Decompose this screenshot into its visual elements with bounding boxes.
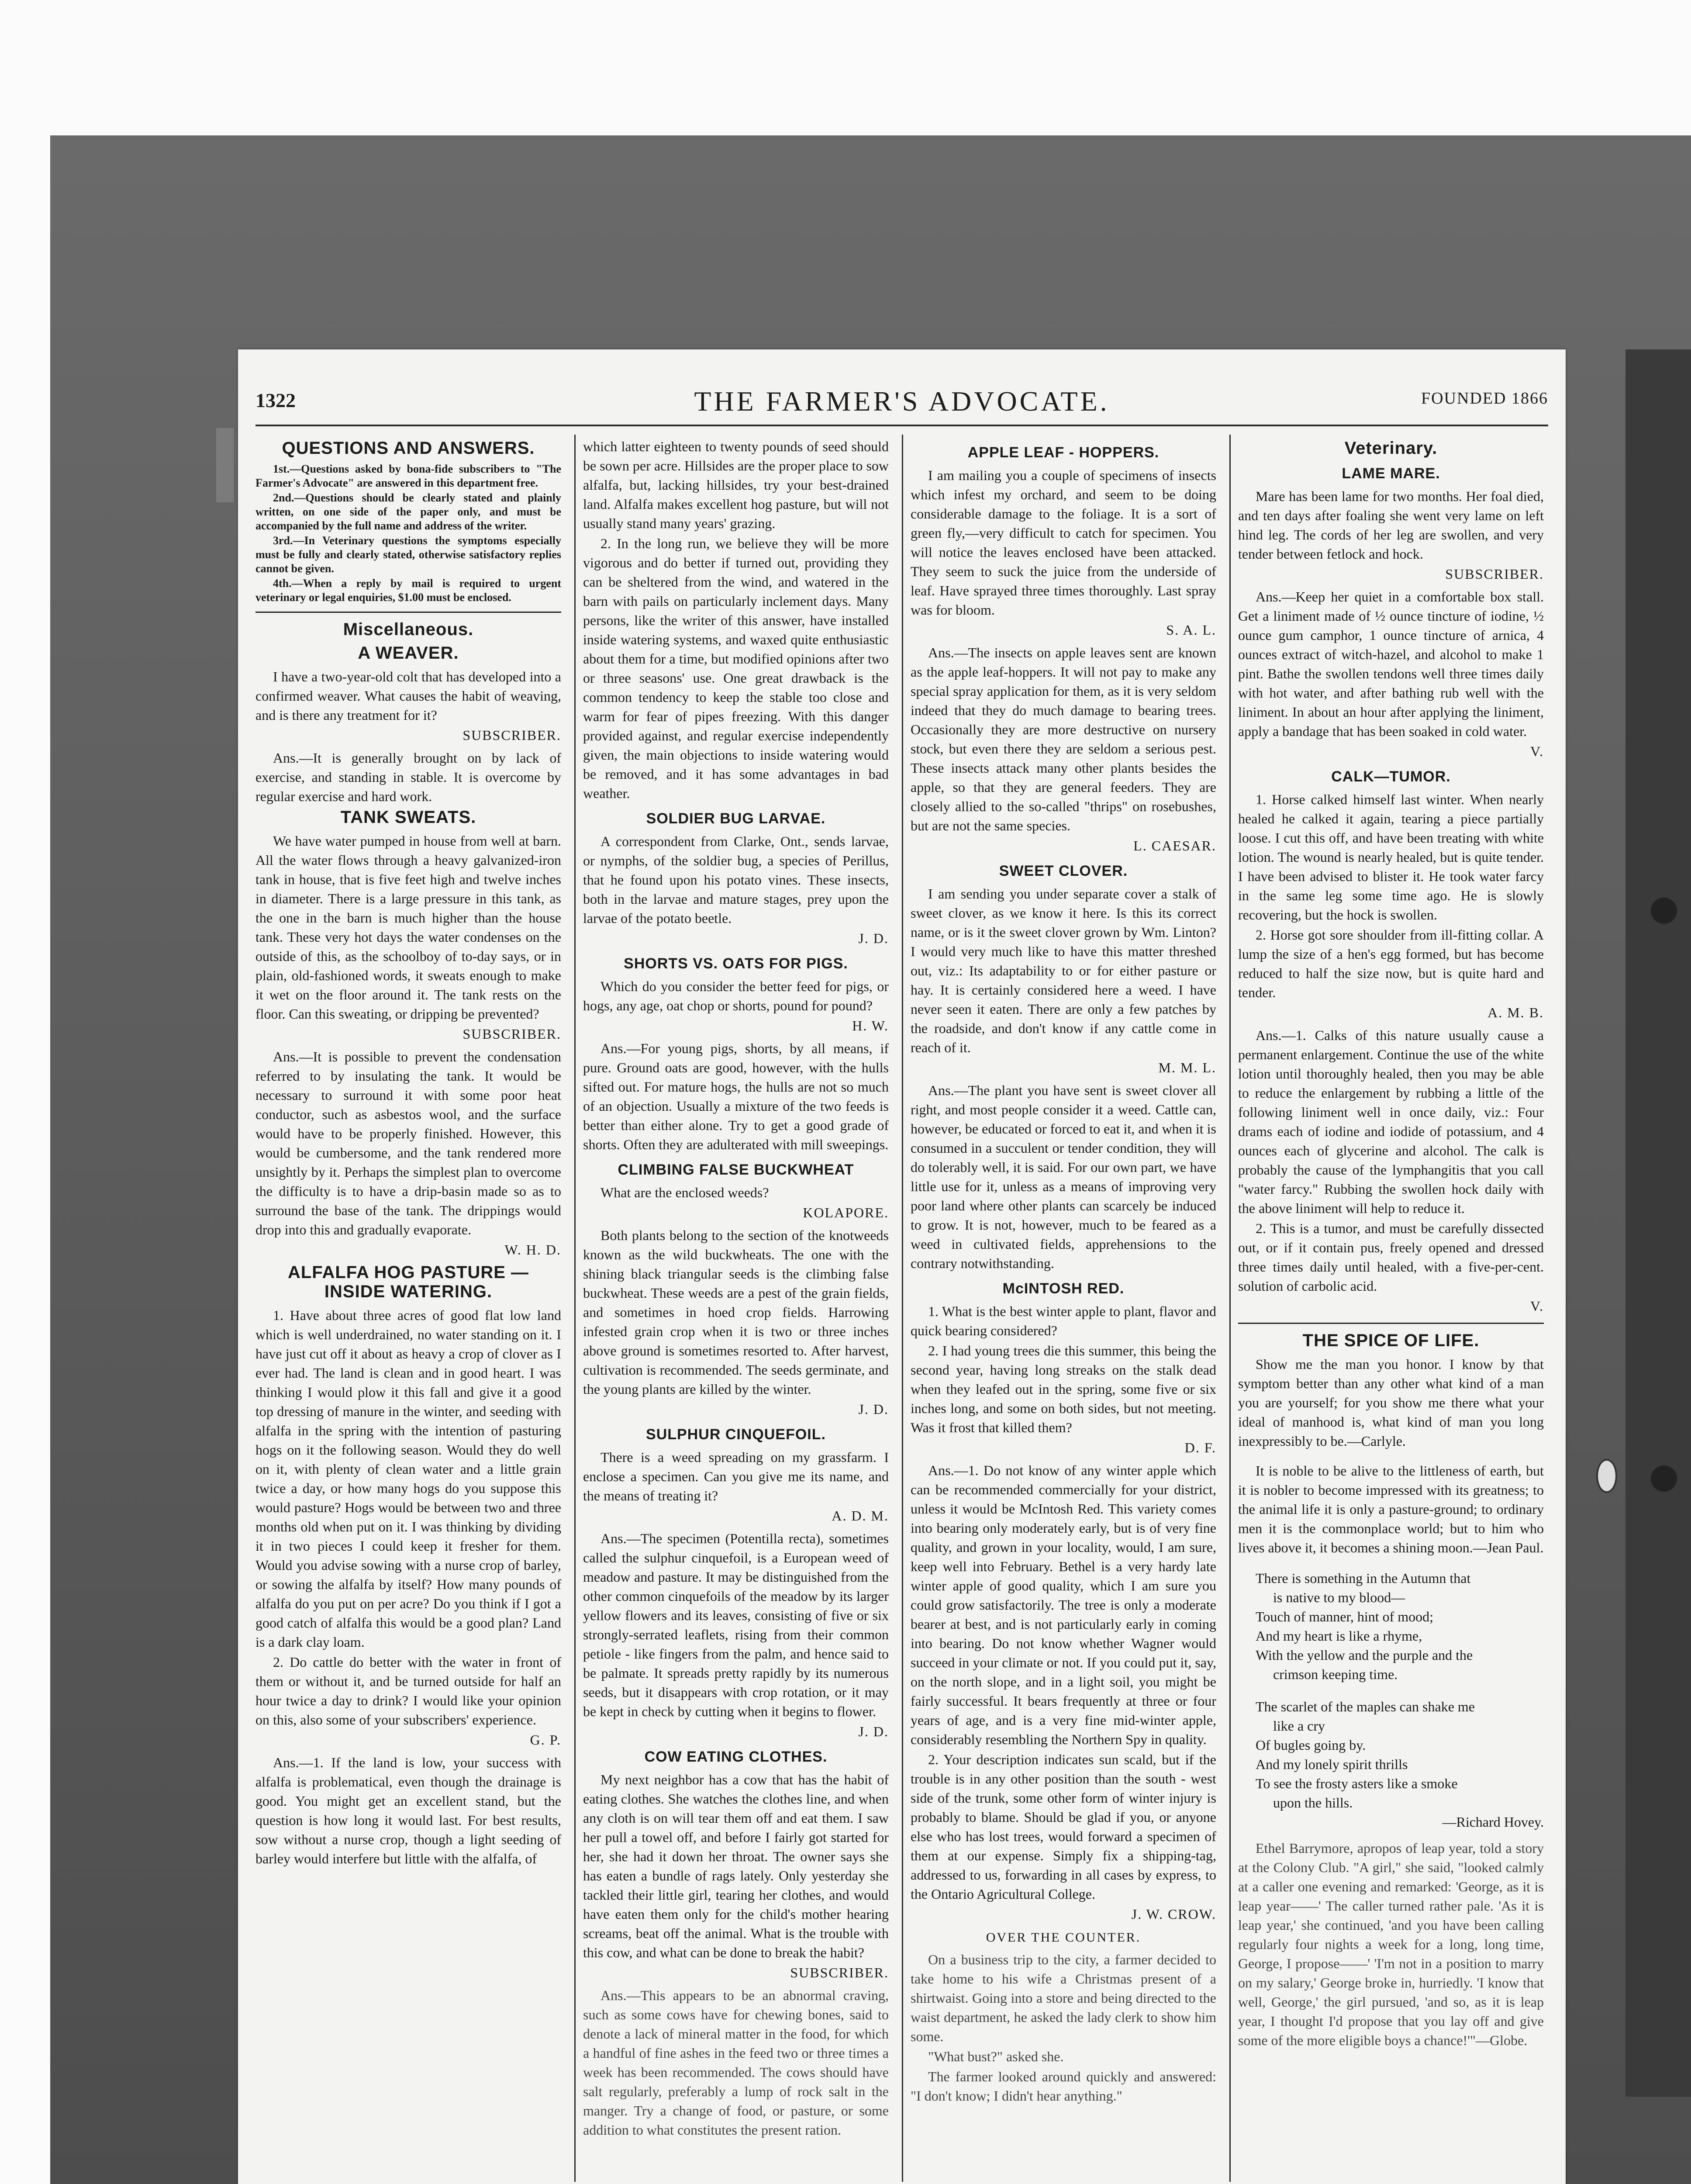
- article-text: A correspondent from Clarke, Ont., sends larvae, or nymphs, of the soldier bug, a species of Perillus, that he found upon his potato vines. These insects, both in the larvae and mature stages, prey upon the larvae of the potato beetle.: [583, 833, 889, 926]
- signature: KOLAPORE.: [803, 1205, 889, 1220]
- article-title: ALFALFA HOG PASTURE — INSIDE WATERING.: [287, 1263, 529, 1301]
- binder-hole: [1651, 898, 1677, 924]
- binder-hole: [1651, 1465, 1677, 1492]
- article-title: CALK—TUMOR.: [1331, 768, 1451, 785]
- signature: SUBSCRIBER.: [462, 1026, 561, 1042]
- rule-item: 4th.—When a reply by mail is required to urgent veterinary or legal enquiries, $1.00 must be enclosed.: [255, 577, 561, 604]
- answer-text: Ans.—This appears to be an abnormal craving, such as some cows have for chewing bones, said to denote a lack of mineral matter in the food, for which a handful of fine ashes in the feed two or three times a week has been recommended. The cows should have salt regularly, preferably a lump of rock salt in the manger. Try a change of food, or pasture, or some addition to what constitutes the present ration.: [583, 1987, 889, 2138]
- question-text: My next neighbor has a cow that has the habit of eating clothes. She watches the clothes line, and when any cloth is on will tear them off and eat them. I saw her pull a towel off, and before I fairly got started for her, she had it down her throat. The owner says she has eaten a bundle of rags lately. Only yesterday she tackled their little girl, tearing her clothes, and would have eaten them only for the child's mother hearing screams, beat off the animal. What is the trouble with this cow, and what can be done to break the habit?: [583, 1772, 889, 1960]
- poem-line: There is something in the Autumn that: [1256, 1570, 1471, 1586]
- divider: [255, 612, 561, 613]
- rule-item: 3rd.—In Veterinary questions the symptoms especially must be fully and clearly stated, otherwise satisfactory replies cannot be given.: [255, 534, 561, 575]
- divider: [1238, 1323, 1544, 1324]
- punch-hole: [1596, 1459, 1617, 1493]
- signature: D. F.: [1184, 1440, 1216, 1455]
- article-text: Show me the man you honor. I know by that symptom better than any other what kind of a man you are yourself; for you show me there what your ideal of manhood is, what kind of man you long inexpressibly to be.—Carlyle.: [1238, 1356, 1544, 1449]
- column-4: [1238, 437, 1544, 2051]
- page-header: [255, 386, 1548, 424]
- signature: SUBSCRIBER.: [462, 727, 561, 743]
- answer-text: Ans.—It is possible to prevent the condensation referred to by insulating the tank. It would be necessary to surround it with some poor heat conductor, such as asbestos wool, and the surface would have to be properly finished. However, this would be cumbersome, and the tank rendered more unsightly by it. Perhaps the simplest plan to overcome the difficulty is to have a drip-basin made so as to surround the base of the tank. The drippings would drop into this and gradually evaporate.: [255, 1049, 561, 1237]
- column-rule: [574, 435, 576, 2182]
- answer-text: Ans.—Keep her quiet in a comfortable box stall. Get a liniment made of ½ ounce tincture of iodine, ½ ounce gum camphor, 1 ounce tincture of arnica, 4 ounces extract of witch-hazel, and alcohol to make 1 pint. Bathe the swollen tendons well three times daily with hot water, and after bathing rub well with the liniment. In about an hour after applying the liniment, apply a bandage that has been soaked in cold water.: [1238, 589, 1544, 739]
- founded-note: FOUNDED 1866: [1421, 389, 1548, 408]
- question-text: 1. Horse calked himself last winter. When nearly healed he calked it again, tearing a piece partially loose. I cut this off, and have been treating with white lotion. The wound is nearly healed, but is quite tender. I have been advised to blister it. He took water farcy in the same leg some time ago. He is slowly recovering, but the hock is swollen.: [1238, 791, 1544, 923]
- question-text: 2. I had young trees die this summer, this being the second year, having long streaks on the stalk dead when they leafed out in the spring, some five or six inches long, and some on both sides, but not meeting. Was it frost that killed them?: [911, 1343, 1216, 1435]
- question-text: 1. What is the best winter apple to plant, flavor and quick bearing considered?: [911, 1303, 1216, 1338]
- signature: G. P.: [530, 1732, 561, 1748]
- article-title: SWEET CLOVER.: [999, 863, 1128, 879]
- signature: V.: [1530, 1298, 1544, 1314]
- poem-line: The scarlet of the maples can shake me: [1256, 1699, 1475, 1714]
- poem-line: Touch of manner, hint of mood;: [1256, 1609, 1434, 1624]
- article-text: Ethel Barrymore, apropos of leap year, told a story at the Colony Club. "A girl," she said, "looked calmly at a caller one evening and remarked: 'George, as it is leap year——' The caller turned rather pale. 'As it is leap year,' she continued, 'and you have been calling regularly four nights a week for a long, long time, George, I propose——' 'I'm not in a position to marry on my salary,' George broke in, hurriedly. 'I know that well, George,' the girl pursued, 'and so, as it is leap year, I thought I'd propose that you lay off and give some of the more eligible boys a chance!'"—Globe.: [1238, 1840, 1544, 2048]
- article-title: A WEAVER.: [358, 643, 459, 663]
- masthead: THE FARMER'S ADVOCATE.: [694, 386, 1110, 417]
- continued-text: which latter eighteen to twenty pounds of seed should be sown per acre. Hillsides are the proper place to sow alfalfa, but, lacking hillsides, try your best-drained land. Alfalfa makes excellent hog pasture, but will not usually stand many years' grazing.: [583, 439, 889, 531]
- question-text: There is a weed spreading on my grassfarm. I enclose a specimen. Can you give me its name, and the means of treating it?: [583, 1449, 889, 1503]
- column-3: [911, 437, 1216, 2106]
- signature: H. W.: [852, 1018, 889, 1033]
- article-title: SOLDIER BUG LARVAE.: [646, 810, 826, 827]
- column-rule: [1229, 435, 1231, 2182]
- answer-text: Ans.—1. Calks of this nature usually cause a permanent enlargement. Continue the use of the white lotion until thoroughly healed, then you may be able to reduce the enlargement by rubbing a little of the following liniment well in once daily, viz.: Four drams each of iodine and iodide of potassium, and 4 ounces each of glycerine and alcohol. The calk is probably the cause of the lymphangitis that you call "water farcy." Rubbing the swollen hock daily with the above liniment will help to reduce it.: [1238, 1027, 1544, 1216]
- signature: J. D.: [858, 1401, 889, 1417]
- answer-text: Ans.—1. If the land is low, your success with alfalfa is problematical, even though the drainage is good. You might get an excellent stand, but the question is how long it would last. For best results, sow without a nurse crop, though a light seeding of barley would interfere but little with the alfalfa, of: [255, 1755, 561, 1866]
- article-title: McINTOSH RED.: [1002, 1280, 1125, 1297]
- page-number: 1322: [255, 389, 296, 411]
- column-1: [255, 437, 561, 1869]
- answer-text: 2. This is a tumor, and must be carefully dissected out, or if it contain pus, freely opened and dressed three times daily until healed, with a five-per-cent. solution of carbolic acid.: [1238, 1220, 1544, 1294]
- signature: S. A. L.: [1166, 622, 1216, 638]
- article-title: COW EATING CLOTHES.: [644, 1749, 828, 1765]
- question-text: 2. Horse got sore shoulder from ill-fitting collar. A lump the size of a hen's egg formed, but has become reduced to half the size now, but is quite hard and tender.: [1238, 927, 1544, 1000]
- article-title: APPLE LEAF - HOPPERS.: [967, 444, 1160, 461]
- question-text: 2. Do cattle do better with the water in front of them or without it, and be turned outside for half an hour twice a day to drink? I would like your opinion on this, also some of your subscribers' experience.: [255, 1654, 561, 1728]
- poem-line: crimson keeping time.: [1273, 1666, 1398, 1682]
- answer-text: Ans.—For young pigs, shorts, by all means, if pure. Ground oats are good, however, with the hulls sifted out. For mature hogs, the hulls are not so much of an objection. Usually a mixture of the two feeds is better than either alone. Try to get a good grade of shorts. Often they are adulterated with mill sweepings.: [583, 1040, 889, 1152]
- header-rule: [255, 425, 1548, 426]
- section-title: QUESTIONS AND ANSWERS.: [282, 439, 535, 458]
- rule-item: 1st.—Questions asked by bona-fide subscribers to "The Farmer's Advocate" are answered in this department free.: [255, 463, 561, 489]
- question-text: 1. Have about three acres of good flat low land which is well underdrained, no water standing on it. I have just cut off it about as heavy a crop of clover as I ever had. The land is clean and in good heart. I was thinking I would plow it this fall and give it a good top dressing of manure in the winter, and seeding with alfalfa in the spring with the intention of pasturing hogs on it the following season. Would they do well on it, with plenty of clean water and a little grain twice a day, or how many hogs do you suppose this would pasture? Hogs would be between two and three months old when put on it. I was thinking by dividing it in two pieces I could keep it fresher for them. Would you advise sowing with a nurse crop of barley, or sowing the alfalfa by itself? How many pounds of alfalfa do you put on per acre? Do you think if I got a good catch of alfalfa this would be a good plan? Land is a dark clay loam.: [255, 1307, 561, 1650]
- rule-item: 2nd.—Questions should be clearly stated and plainly written, on one side of the paper only, and must be accompanied by the full name and address of the writer.: [255, 491, 561, 532]
- article-title: OVER THE COUNTER.: [986, 1930, 1141, 1945]
- poem-line: is native to my blood—: [1273, 1590, 1405, 1605]
- answer-text: 2. In the long run, we believe they will be more vigorous and do better if turned out, providing they can be sheltered from the wind, and watered in the barn with pails on particularly inclement days. Many persons, like the writer of this answer, have installed inside watering systems, and waxed quite enthusiastic about them for a time, but modified opinions after two or three seasons' use. One great drawback is the common tendency to keep the stable too close and warm for fear of pipes freezing. With this danger provided against, and regular exercise independently given, the main objections to inside watering would be removed, and it has some advantages in bad weather.: [583, 536, 889, 801]
- column-rule: [902, 435, 903, 2182]
- question-text: I am mailing you a couple of specimens of insects which infest my orchard, and seem to be doing considerable damage to the foliage. It is a sort of green fly,—very difficult to catch for specimen. You will notice the leaves enclosed have been attacked. They seem to suck the juice from the underside of leaf. Have sprayed three times thoroughly. Last spray was for bloom.: [911, 467, 1216, 618]
- article-text: The farmer looked around quickly and answered: "I don't know; I didn't hear anything.": [911, 2069, 1216, 2104]
- signature: SUBSCRIBER.: [790, 1965, 889, 1980]
- signature: L. CAESAR.: [1133, 838, 1216, 854]
- question-text: What are the enclosed weeds?: [600, 1185, 769, 1200]
- poem-line: Of bugles going by.: [1256, 1737, 1366, 1753]
- question-text: We have water pumped in house from well at barn. All the water flows through a heavy galvanized-iron tank in house, that is five feet high and twelve inches in diameter. There is a large pressure in this tank, as the one in the barn is much higher than the house tank. These very hot days the water condenses on the outside of this, as the schoolboy of to-day says, or in plain, old-fashioned words, it sweats enough to make it wet on the floor around it. The tank rests on the floor. Can this sweating, or dripping be prevented?: [255, 833, 561, 1022]
- question-text: Mare has been lame for two months. Her foal died, and ten days after foaling she went very lame on left hind leg. The cords of her leg are swollen, and very tender between fetlock and hock.: [1238, 488, 1544, 562]
- answer-text: 2. Your description indicates sun scald, but if the trouble is in any other position than the south - west side of the trunk, some other form of winter injury is probably to blame. Should be glad if you, or anyone else who has lost trees, would forward a specimen of them at our expense. Simply fix a shipping-tag, addressed to us, forwarding in all cases by express, to the Ontario Agricultural College.: [911, 1752, 1216, 1902]
- answer-text: Ans.—The specimen (Potentilla recta), sometimes called the sulphur cinquefoil, is a European weed of meadow and pasture. It may be distinguished from the other common cinquefoils of the meadow by its larger yellow flowers and its leaves, consisting of five or six strongly-serrated leaflets, rising from their common petiole - like fingers from the palm, and hence said to be palmate. It spreads pretty rapidly by its numerous seeds, but it disappears with crop rotation, or it may be kept in check by cutting when it begins to flower.: [583, 1531, 889, 1719]
- answer-text: Ans.—It is generally brought on by lack of exercise, and standing in stable. It is overcome by regular exercise and hard work.: [255, 750, 561, 804]
- answer-text: Ans.—The plant you have sent is sweet clover all right, and most people consider it a weed. Cattle can, however, be educated or forced to eat it, and when it is consumed in a succulent or tender condition, they will do tolerably well, it is said. For our own part, we have little use for it, unless as a means of improving very poor land where other plants can scarcely be induced to grow. It is not, however, much to be feared as a weed in cultivated fields, apprehensions to the contrary notwithstanding.: [911, 1082, 1216, 1271]
- section-title: Miscellaneous.: [343, 620, 474, 639]
- signature: J. W. CROW.: [1131, 1906, 1216, 1922]
- newspaper-page: [238, 349, 1566, 2184]
- poem-attribution: —Richard Hovey.: [1442, 1814, 1544, 1830]
- answer-text: Both plants belong to the section of the knotweeds known as the wild buckwheats. The one with the shining black triangular seeds is the climbing false buckwheat. These weeds are a pest of the grain fields, and sometimes in hoed crop fields. Harrowing infested grain crop when it is two or three inches above ground is sometimes resorted to. After harvest, cultivation is recommended. The seeds germinate, and the young plants are killed by the winter.: [583, 1227, 889, 1397]
- signature: A. M. B.: [1487, 1005, 1544, 1020]
- article-title: SHORTS VS. OATS FOR PIGS.: [624, 955, 848, 972]
- article-text: "What bust?" asked she.: [928, 2049, 1064, 2064]
- poem-line: And my lonely spirit thrills: [1256, 1756, 1408, 1772]
- signature: W. H. D.: [504, 1242, 561, 1258]
- signature: M. M. L.: [1158, 1060, 1216, 1075]
- poem-line: With the yellow and the purple and the: [1256, 1647, 1473, 1663]
- article-title: CLIMBING FALSE BUCKWHEAT: [618, 1161, 854, 1178]
- answer-text: Ans.—The insects on apple leaves sent are known as the apple leaf-hoppers. It will not pay to make any special spray application for them, as it is very seldom indeed that they do much damage to bearing trees. Occasionally they are more destructive on nursery stock, but even there they are seldom a serious pest. These insects attack many other plants besides the apple, so that they are general feeders. They are closely allied to the so-called "thrips" on rosebushes, but are not the same species.: [911, 645, 1216, 833]
- section-title: Veterinary.: [1344, 439, 1438, 458]
- adjacent-page-edge: [1625, 349, 1691, 2097]
- question-text: Which do you consider the better feed for pigs, or hogs, any age, oat chop or shorts, pound for pound?: [583, 978, 889, 1013]
- question-text: I have a two-year-old colt that has developed into a confirmed weaver. What causes the habit of weaving, and is there any treatment for it?: [255, 669, 561, 723]
- signature: J. D.: [858, 1724, 889, 1739]
- poem-line: And my heart is like a rhyme,: [1256, 1628, 1422, 1644]
- poem-line: like a cry: [1273, 1718, 1325, 1734]
- signature: SUBSCRIBER.: [1445, 566, 1544, 582]
- section-title: THE SPICE OF LIFE.: [1302, 1331, 1480, 1350]
- poem-line: To see the frosty asters like a smoke: [1256, 1776, 1458, 1791]
- binding-tape: [216, 428, 234, 502]
- column-2: [583, 437, 889, 2140]
- signature: V.: [1530, 743, 1544, 759]
- article-text: It is noble to be alive to the littleness of earth, but it is nobler to become impressed with its greatness; to the animal life it is only a pasture-ground; to ordinary men it is the commonplace world; but to him who lives above it, it becomes a shining moon.—Jean Paul.: [1238, 1463, 1544, 1555]
- article-title: SULPHUR CINQUEFOIL.: [646, 1426, 826, 1443]
- poem-line: upon the hills.: [1273, 1795, 1353, 1811]
- signature: J. D.: [858, 930, 889, 946]
- article-text: On a business trip to the city, a farmer decided to take home to his wife a Christmas present of a shirtwaist. Going into a store and being directed to the waist department, he asked the lady clerk to show him some.: [911, 1952, 1216, 2044]
- poem-line: [1238, 1684, 1544, 1697]
- answer-text: Ans.—1. Do not know of any winter apple which can be recommended commercially for your district, unless it would be McIntosh Red. This variety comes into bearing only moderately early, but is of very fine quality, and grown in your locality, would, I am sure, keep well into February. Bethel is a very hardy late winter apple of good quality, which I am sure you could grow satisfactorily. The tree is only a moderate bearer at best, and is not particularly early in coming into bearing. Do not know whether Wagner would succeed in your climate or not. If you could put it, say, on the north slope, and in a light soil, you might be fairly successful. It bears frequently at three or four years of age, and is a very fine mid-winter apple, considerably resembling the Northern Spy in quality.: [911, 1462, 1216, 1747]
- article-title: TANK SWEATS.: [340, 808, 476, 827]
- rules-block: [255, 462, 561, 605]
- article-title: LAME MARE.: [1342, 465, 1440, 482]
- question-text: I am sending you under separate cover a stalk of sweet clover, as we know it here. Is this its correct name, or is it the sweet clover grown by Wm. Linton? I would very much like to have this matter threshed out, viz.: Its adaptability to or for either pasture or hay. It is certainly considered here a weed. I have never seen it eaten. There are only a few patches by the roadside, and don't know if any cattle come in reach of it.: [911, 886, 1216, 1055]
- signature: A. D. M.: [832, 1508, 889, 1524]
